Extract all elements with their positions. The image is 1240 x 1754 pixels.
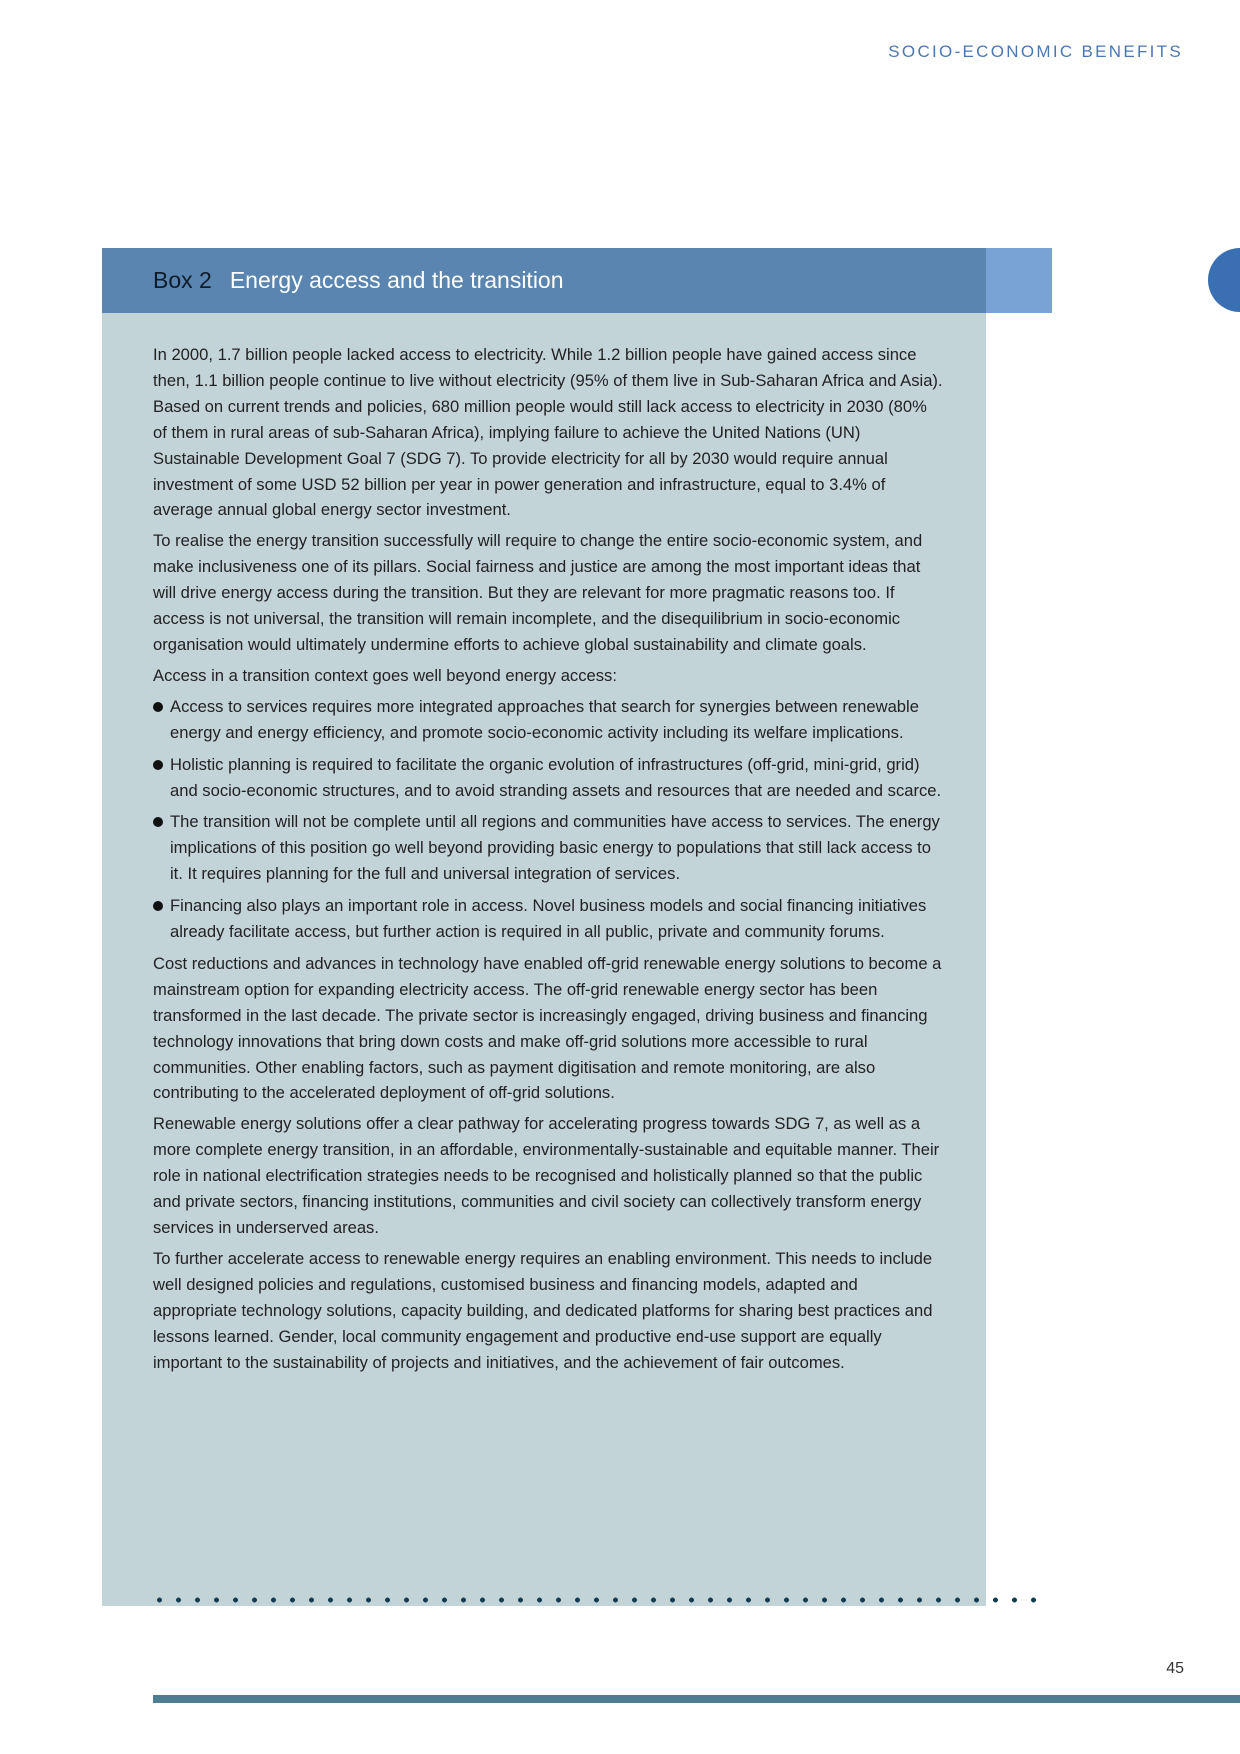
bullet-item xyxy=(153,694,943,746)
body-paragraph: Renewable energy solutions offer a clear pathway for accelerating progress towards SDG 7, as well as a more complete energy transition, in an affordable, environmentally-sustainable and equitable manner. Their role in national electrification strategies needs to be recognised and holistically planned so that the public and private sectors, financing institutions, communities and civil society can collectively transform energy services in underserved areas. xyxy=(153,1114,940,1237)
box-body xyxy=(153,342,943,1380)
running-header: SOCIO-ECONOMIC BENEFITS xyxy=(888,42,1183,61)
body-paragraph: Access in a transition context goes well beyond energy access: xyxy=(153,665,617,685)
bullet-text: Financing also plays an important role in access. Novel business models and social financing initiatives already facilitate access, but further action is required in all public, private and community forums. xyxy=(170,896,927,942)
bullet-text: The transition will not be complete until all regions and communities have access to services. The energy implications of this position go well beyond providing basic energy to populations that still lack access to it. It requires planning for the full and universal integration of services. xyxy=(170,812,940,884)
bullet-item xyxy=(153,809,943,887)
box-header-accent xyxy=(986,248,1052,313)
page-number: 45 xyxy=(1166,1660,1184,1677)
body-paragraph: To further accelerate access to renewable energy requires an enabling environment. This needs to include well designed policies and regulations, customised business and financing models, adapted and appropriate technology solutions, capacity building, and dedicated platforms for sharing best practices and lessons learned. Gender, local community engagement and productive end-use support are equally important to the sustainability of projects and initiatives, and the achievement of fair outcomes. xyxy=(153,1248,933,1372)
box-label: Box 2 xyxy=(153,267,212,293)
bullet-dot-icon xyxy=(153,817,163,827)
body-paragraph: To realise the energy transition successfully will require to change the entire socio-economic system, and make inclusiveness one of its pillars. Social fairness and justice are among the most important ideas that will drive energy access during the transition. But they are relevant for more pragmatic reasons too. If access is not universal, the transition will remain incomplete, and the disequilibrium in socio-economic organisation would ultimately undermine efforts to achieve global sustainability and climate goals. xyxy=(153,531,923,654)
box-header xyxy=(102,248,986,313)
box-title xyxy=(153,248,564,313)
body-paragraph: Cost reductions and advances in technology have enabled off-grid renewable energy solutions to become a mainstream option for expanding electricity access. The off-grid renewable energy sector has been transformed in the last decade. The private sector is increasingly engaged, driving business and financing technology innovations that bring down costs and make off-grid solutions more accessible to rural communities. Other enabling factors, such as payment digitisation and remote monitoring, are also contributing to the accelerated deployment of off-grid solutions. xyxy=(153,953,942,1103)
bullet-item xyxy=(153,752,943,804)
body-paragraph: In 2000, 1.7 billion people lacked access to electricity. While 1.2 billion people have gained access since then, 1.1 billion people continue to live without electricity (95% of them live in Sub-Saharan Africa and Asia). Based on current trends and policies, 680 million people would still lack access to electricity in 2030 (80% of them in rural areas of sub-Saharan Africa), implying failure to achieve the United Nations (UN) Sustainable Development Goal 7 (SDG 7). To provide electricity for all by 2030 would require annual investment of some USD 52 billion per year in power generation and infrastructure, equal to 3.4% of average annual global energy sector investment. xyxy=(153,345,943,520)
footer-bar xyxy=(153,1695,1240,1703)
chapter-tab-marker xyxy=(1208,248,1240,312)
dotted-rule-divider xyxy=(150,1597,1050,1603)
box-heading: Energy access and the transition xyxy=(229,267,564,293)
bullet-dot-icon xyxy=(153,702,163,712)
bullet-list xyxy=(153,694,943,945)
bullet-text: Holistic planning is required to facilitate the organic evolution of infrastructures (off-grid, mini-grid, grid) and socio-economic structures, and to avoid stranding assets and resources that are needed and scarce. xyxy=(170,754,942,800)
bullet-dot-icon xyxy=(153,901,163,911)
bullet-dot-icon xyxy=(153,760,163,770)
bullet-item xyxy=(153,893,943,945)
info-box xyxy=(102,248,986,1606)
bullet-text: Access to services requires more integrated approaches that search for synergies between renewable energy and energy efficiency, and promote socio-economic activity including its welfare implications. xyxy=(170,696,919,742)
